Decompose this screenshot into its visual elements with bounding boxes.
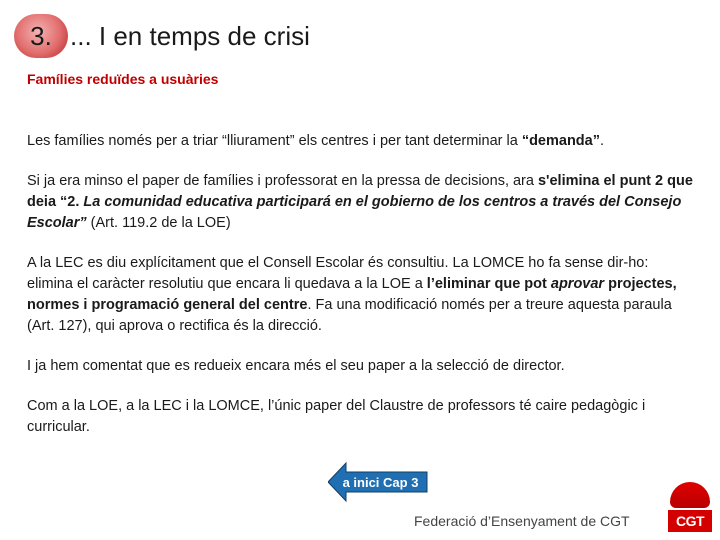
paragraph-2-quote: La comunidad educativa participará en el gobierno de los centros a través del Consejo Escolar” <box>27 194 682 231</box>
paragraph-2-ref: (Art. 119.2 de la LOE) <box>86 215 231 231</box>
paragraph-3-text: A la LEC es diu explícitament que el Consell Escolar és consultiu. La LOMCE ho fa sense dir-ho: elimina el caràcter resolutiu que encara li quedava a la LOE a <box>27 255 649 292</box>
slide-title <box>14 14 310 58</box>
paragraph-2-text: Si ja era minso el paper de famílies i professorat en la pressa de decisions, ara <box>27 173 538 189</box>
logo-text: CGT <box>668 510 712 532</box>
paragraph-1-bold: “demanda” <box>521 133 600 149</box>
content-body <box>27 131 697 457</box>
paragraph-4: I ja hem comentat que es redueix encara més el seu paper a la selecció de director. <box>27 358 565 374</box>
paragraph-2 <box>27 171 697 234</box>
paragraph-3-bold-2: projectes, normes i programació general del centre <box>27 276 677 313</box>
footer-organization: Federació d’Ensenyament de CGT <box>414 513 630 529</box>
back-to-chapter-button[interactable] <box>328 461 428 503</box>
cgt-logo <box>668 482 712 534</box>
section-number: 3. <box>30 20 52 51</box>
subtitle: Famílies reduïdes a usuàries <box>27 71 219 87</box>
paragraph-1-text: Les famílies només per a triar “lliurament” els centres i per tant determinar la <box>27 133 522 149</box>
paragraph-1-end: . <box>599 133 605 149</box>
paragraph-3 <box>27 253 697 337</box>
paragraph-2-bold: s'elimina el punt 2 que deia “2. <box>27 173 693 210</box>
paragraph-1 <box>27 131 697 152</box>
paragraph-3-end: . Fa una modificació només per a treure aquesta paraula (Art. 127), qui aprova o rectifica és la direcció. <box>27 297 672 334</box>
section-number-badge <box>14 14 68 58</box>
back-to-chapter-label: a inici Cap 3 <box>342 475 419 490</box>
logo-mark-icon <box>670 482 710 508</box>
paragraph-5: Com a la LOE, a la LEC i la LOMCE, l’únic paper del Claustre de professors té caire pedagògic i curricular. <box>27 398 646 435</box>
page-title: ... I en temps de crisi <box>70 20 310 51</box>
paragraph-3-bold: l’eliminar que pot <box>426 276 551 292</box>
paragraph-3-italic: aprovar <box>550 276 605 292</box>
